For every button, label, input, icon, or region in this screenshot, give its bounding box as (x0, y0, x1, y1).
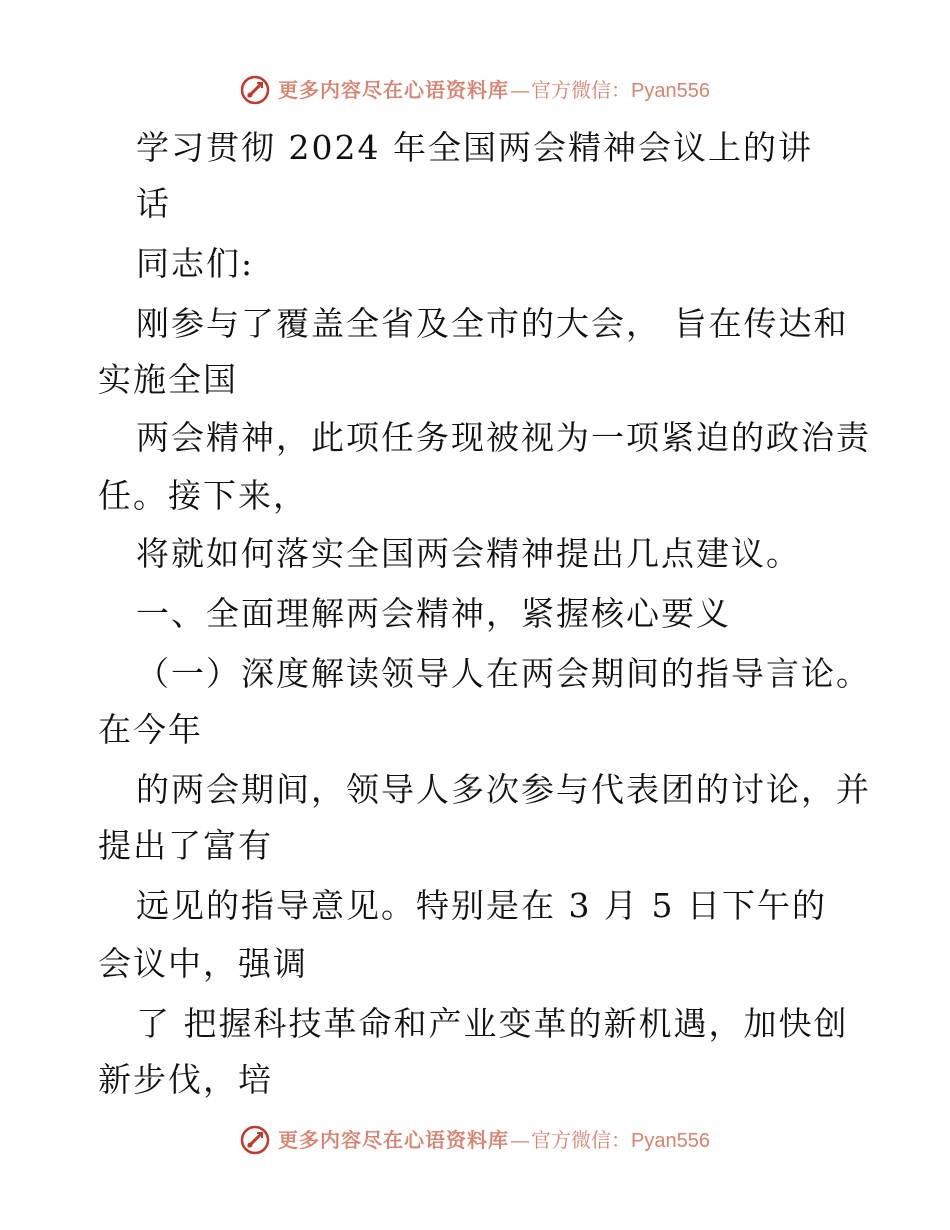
section-heading: 一、全面理解两会精神，紧握核心要义 (136, 594, 731, 633)
watermark-id: Pyan556 (631, 1129, 710, 1152)
paragraph-line: 刚参与了覆盖全省及全市的大会， 旨在传达和 (136, 304, 849, 343)
watermark-main: 更多内容尽在心语资料库 (278, 1127, 510, 1152)
doc-title-line-1: 学习贯彻 2024 年全国两会精神会议上的讲 (136, 128, 813, 167)
paragraph-line: 新步伐，培 (98, 1060, 273, 1099)
paragraph-line: 远见的指导意见。特别是在 3 月 5 日下午的 (136, 886, 827, 925)
paragraph-line: 提出了富有 (98, 826, 273, 865)
watermark-text (278, 77, 710, 102)
paragraph-line: 在今年 (98, 710, 203, 749)
paragraph-line: 任。接下来， (98, 476, 308, 515)
quill-logo-icon (240, 75, 270, 105)
subsection-heading: （一）深度解读领导人在两会期间的指导言论。 (136, 654, 871, 693)
paragraph-line: 将就如何落实全国两会精神提出几点建议。 (136, 534, 801, 573)
quill-logo-icon (240, 1125, 270, 1155)
header-watermark (0, 70, 950, 110)
paragraph-line: 两会精神，此项任务现被视为一项紧迫的政治责 (136, 418, 871, 457)
watermark-official: 官方微信： (531, 77, 632, 102)
paragraph-line: 实施全国 (98, 360, 238, 399)
watermark-text (278, 1127, 710, 1152)
paragraph-line: 的两会期间，领导人多次参与代表团的讨论，并 (136, 770, 871, 809)
watermark-dash: — (510, 77, 531, 102)
salutation: 同志们: (136, 244, 255, 283)
paragraph-line: 了 把握科技革命和产业变革的新机遇，加快创 (136, 1004, 849, 1043)
watermark-id: Pyan556 (631, 79, 710, 102)
watermark-official: 官方微信： (531, 1127, 632, 1152)
watermark-dash: — (510, 1127, 531, 1152)
watermark-main: 更多内容尽在心语资料库 (278, 77, 510, 102)
paragraph-line: 会议中，强调 (98, 944, 308, 983)
footer-watermark (0, 1120, 950, 1160)
doc-title-line-2: 话 (136, 184, 171, 223)
